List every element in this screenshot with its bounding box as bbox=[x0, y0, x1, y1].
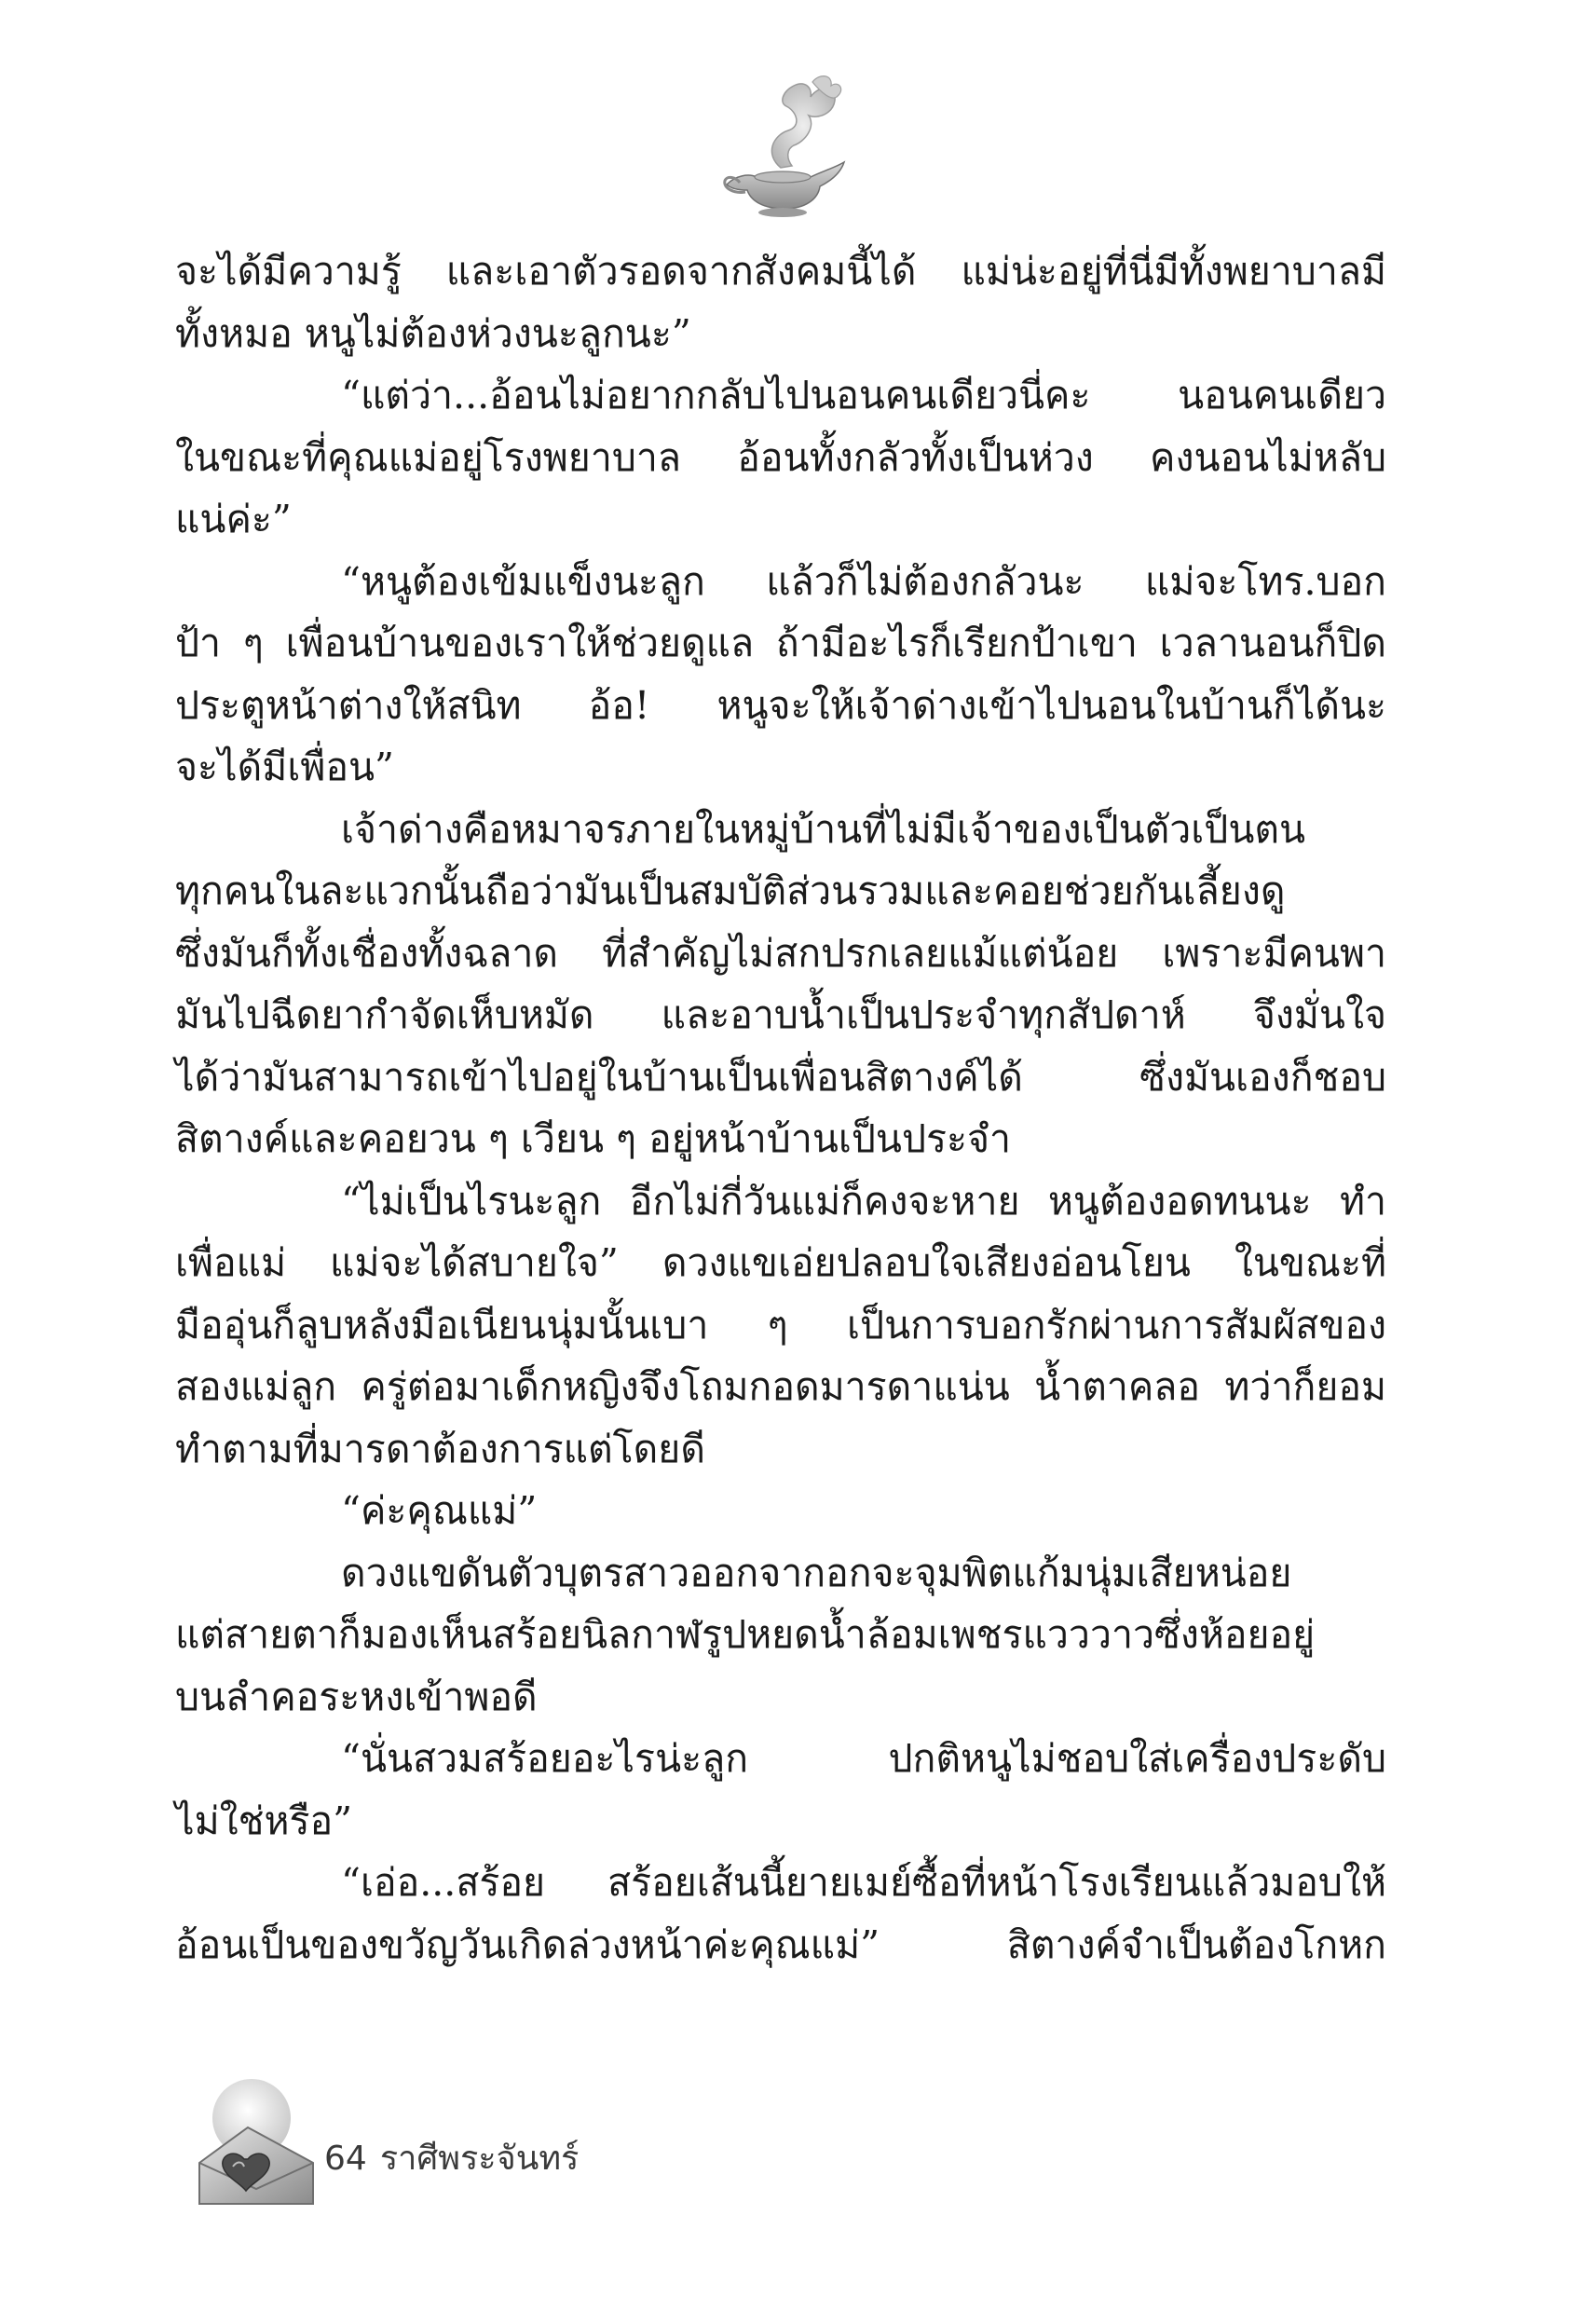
text-line: “นั่นสวมสร้อยอะไรน่ะลูก ปกติหนูไม่ชอบใส่เครื่องประดับ bbox=[341, 1736, 1386, 1781]
text-line: ประตูหน้าต่างให้สนิท อ้อ! หนูจะให้เจ้าด่างเข้าไปนอนในบ้านก็ได้นะ bbox=[175, 682, 1386, 728]
text-line: เจ้าด่างคือหมาจรภายในหมู่บ้านที่ไม่มีเจ้าของเป็นตัวเป็นตน bbox=[341, 806, 1306, 852]
text-line: ได้ว่ามันสามารถเข้าไปอยู่ในบ้านเป็นเพื่อนสิตางค์ได้ ซึ่งมันเองก็ชอบ bbox=[175, 1054, 1386, 1100]
heart-envelope-icon bbox=[186, 2073, 335, 2213]
text-line: จะได้มีความรู้ และเอาตัวรอดจากสังคมนี้ได้ แม่น่ะอยู่ที่นี่มีทั้งพยาบาลมี bbox=[175, 249, 1386, 294]
text-line: “แต่ว่า...อ้อนไม่อยากกลับไปนอนคนเดียวนี่คะ นอนคนเดียว bbox=[341, 373, 1386, 417]
text-line: ทุกคนในละแวกนั้นถือว่ามันเป็นสมบัติส่วนรวมและคอยช่วยกันเลี้ยงดู bbox=[175, 868, 1286, 913]
text-line: ไม่ใช่หรือ” bbox=[175, 1798, 353, 1843]
text-line: ทั้งหมอ หนูไม่ต้องห่วงนะลูกนะ” bbox=[175, 310, 691, 356]
text-line: เพื่อแม่ แม่จะได้สบายใจ” ดวงแขเอ่ยปลอบใจเสียงอ่อนโยน ในขณะที่ bbox=[175, 1240, 1386, 1285]
text-line: ในขณะที่คุณแม่อยู่โรงพยาบาล อ้อนทั้งกลัวทั้งเป็นห่วง คงนอนไม่หลับ bbox=[175, 434, 1386, 480]
text-line: “ไม่เป็นไรนะลูก อีกไม่กี่วันแม่ก็คงจะหาย หนูต้องอดทนนะ ทำ bbox=[341, 1178, 1386, 1224]
text-line: ทำตามที่มารดาต้องการแต่โดยดี bbox=[175, 1426, 705, 1471]
text-line: สิตางค์และคอยวน ๆ เวียน ๆ อยู่หน้าบ้านเป็นประจำ bbox=[175, 1116, 1012, 1161]
footer-caption bbox=[324, 2131, 579, 2184]
text-line: อ้อนเป็นของขวัญวันเกิดล่วงหน้าค่ะคุณแม่” สิตางค์จำเป็นต้องโกหก bbox=[175, 1921, 1386, 1967]
text-line: มันไปฉีดยากำจัดเห็บหมัด และอาบน้ำเป็นประจำทุกสัปดาห์ จึงมั่นใจ bbox=[175, 992, 1386, 1037]
page-number: 64 bbox=[324, 2140, 367, 2178]
text-line: มืออุ่นก็ลูบหลังมือเนียนนุ่มนั้นเบา ๆ เป็นการบอกรักผ่านการสัมผัสของ bbox=[175, 1302, 1386, 1347]
text-line: ซึ่งมันก็ทั้งเชื่องทั้งฉลาด ที่สำคัญไม่สกปรกเลยแม้แต่น้อย เพราะมีคนพา bbox=[175, 930, 1386, 976]
text-line: ดวงแขดันตัวบุตรสาวออกจากอกจะจุมพิตแก้มนุ่มเสียหน่อย bbox=[341, 1550, 1292, 1595]
body-text bbox=[175, 240, 1386, 1976]
text-line: “ค่ะคุณแม่” bbox=[341, 1488, 538, 1533]
text-line: “หนูต้องเข้มแข็งนะลูก แล้วก็ไม่ต้องกลัวนะ แม่จะโทร.บอก bbox=[341, 558, 1386, 604]
book-title: ราศีพระจันทร์ bbox=[379, 2140, 580, 2178]
text-line: สองแม่ลูก ครู่ต่อมาเด็กหญิงจึงโถมกอดมารดาแน่น น้ำตาคลอ ทว่าก็ยอม bbox=[175, 1364, 1386, 1409]
text-line: แน่ค่ะ” bbox=[175, 497, 292, 541]
text-line: แต่สายตาก็มองเห็นสร้อยนิลกาฬรูปหยดน้ำล้อมเพชรแวววาวซึ่งห้อยอยู่ bbox=[175, 1612, 1316, 1657]
text-line: จะได้มีเพื่อน” bbox=[175, 745, 394, 789]
page-footer bbox=[186, 2073, 839, 2213]
text-line: ป้า ๆ เพื่อนบ้านของเราให้ช่วยดูแล ถ้ามีอะไรก็เรียกป้าเขา เวลานอนก็ปิด bbox=[175, 621, 1386, 665]
genie-lamp-icon bbox=[708, 65, 857, 224]
text-line: บนลำคอระหงเข้าพอดี bbox=[175, 1674, 538, 1719]
text-line: “เอ่อ...สร้อย สร้อยเส้นนี้ยายเมย์ซื้อที่หน้าโรงเรียนแล้วมอบให้ bbox=[341, 1860, 1386, 1905]
